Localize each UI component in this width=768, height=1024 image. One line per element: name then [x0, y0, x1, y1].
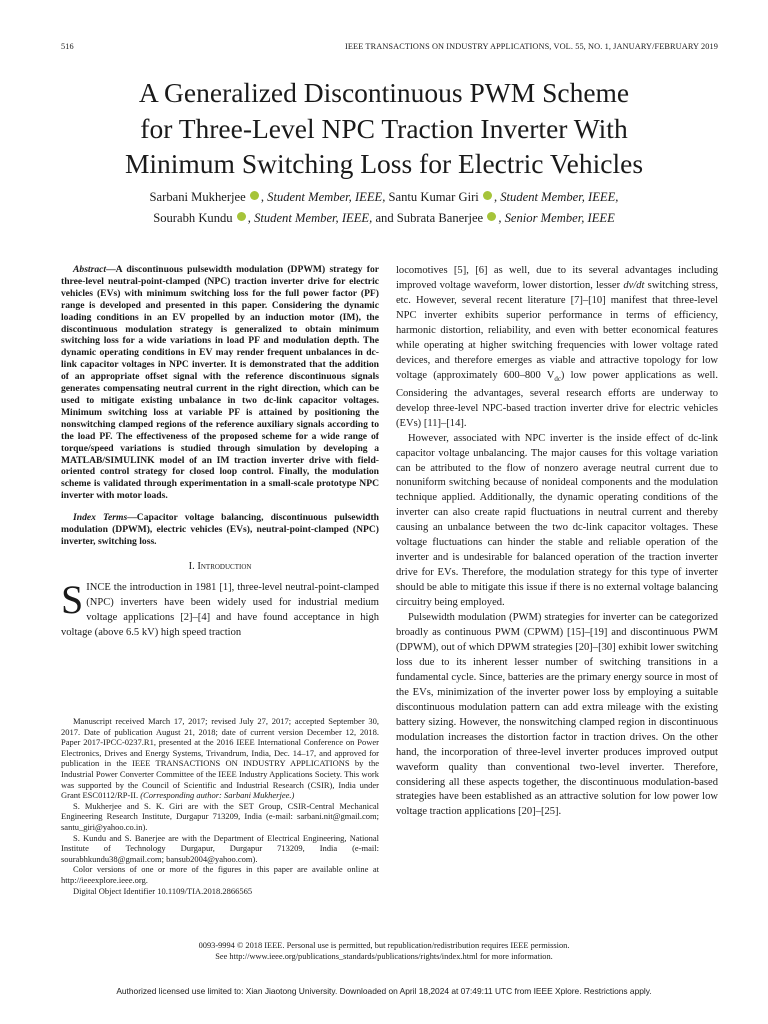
body-paragraph: However, associated with NPC inverter is the inside effect of dc-link capacitor voltage unbalancing. The major causes for this voltage variation can be attributed to the flow of nonzero average neutral current due to nonuniform switching because of nonideal components and the modulation technique applied. Additionally, the dynamic operating conditions of the inverter can also create rapid fluctuations in neutral current and thereby causing an unbalance between the two dc-link capacitor voltages. These voltage fluctuations can hinder the stable and reliable operation of the inverter and is undesirable for balanced operation of the traction inverter drive for EVs. Therefore, the modulation strategy for this type of inverter should be able to mitigate this issue if there is no external voltage balancing circuitry being employed.	[396, 432, 718, 609]
drop-cap: S	[61, 576, 84, 622]
index-terms-label: Index Terms	[73, 512, 128, 524]
footnote: S. Kundu and S. Banerjee are with the Department of Electrical Engineering, National Institute of Technology Durgapur, Durgapur 713209, India (e-mail: sourabhkundu38@gmail.com; bansub2004@yahoo.com).	[61, 832, 379, 864]
title-line: for Three-Level NPC Traction Inverter With	[140, 112, 628, 144]
author-membership: Senior Member, IEEE	[504, 210, 615, 225]
orcid-icon[interactable]	[487, 212, 496, 221]
paragraph-text: locomotives [5], [6] as well, due to its several advantages including improved voltage waveform, lower distortion, lesser	[396, 265, 718, 291]
author-name: Sarbani Mukherjee	[149, 190, 246, 204]
body-paragraph	[396, 264, 718, 432]
section-number: I.	[188, 560, 195, 572]
body-paragraph: Pulsewidth modulation (PWM) strategies for inverter can be categorized broadly as continuous PWM (CPWM) [15]–[19] and discontinuous PWM (DPWM), out of which DPWM strategies [20]–[30] exhibit lower switching loss due to its inherent lesser number of switching transitions in a fundamental cycle. Since, batteries are the primary energy source in most of the EVs, minimization of the inverter power loss by employing a suitable discontinuous modulation pattern can add extra mileage with the existing battery sizing. However, the nonswitching clamped region in discontinuous modulation increases the distortion factor in traction drives. On the other hand, the incorporation of three-level inverter produces improved output waveform quality than conventional two-level inverter. Therefore, considering all these aspects together, the discontinuous modulation-based strategies have been established as an attractive solution for low power low voltage traction applications [20]–[25].	[396, 612, 718, 818]
author-membership: Student Member, IEEE,	[254, 210, 373, 225]
title-line: A Generalized Discontinuous PWM Scheme	[138, 77, 630, 108]
rights-link[interactable]: See http://www.ieee.org/publications_standards/publications/rights/index.html for more information.	[215, 952, 553, 961]
copyright-notice	[0, 940, 768, 962]
math-dvdt: dv/dt	[623, 279, 645, 291]
section-title: Introduction	[197, 560, 252, 572]
index-terms-text: Capacitor voltage balancing, discontinuous pulsewidth modulation (DPWM), electric vehicles (EVs), neutral-point-clamped (NPC) inverter, switching loss.	[61, 512, 379, 547]
footnote	[61, 716, 379, 801]
abstract-label: Abstract	[73, 264, 107, 275]
copyright-line: 0093-9994 © 2018 IEEE. Personal use is permitted, but republication/redistribution requires IEEE permission.	[198, 941, 570, 950]
section-heading	[61, 560, 379, 575]
author-name: Sourabh Kundu	[153, 210, 233, 225]
author-name: Santu Kumar Giri	[388, 190, 479, 204]
orcid-icon[interactable]	[483, 191, 492, 200]
corresponding-author: (Corresponding author: Sarbani Mukherjee.)	[140, 790, 295, 801]
license-notice: Authorized licensed use limited to: Xian Jiaotong University. Downloaded on April 18,2024 at 07:49:11 UTC from IEEE Xplore. Restrictions apply.	[116, 986, 652, 996]
title-line: Minimum Switching Loss for Electric Vehicles	[124, 148, 644, 179]
left-column	[61, 264, 379, 641]
page-number: 516	[61, 42, 74, 51]
subscript-dc: dc	[554, 374, 561, 383]
index-terms: Index Terms—Capacitor voltage balancing, discontinuous pulsewidth modulation (DPWM), electric vehicles (EVs), neutral-point-clamped (NPC) inverter, switching loss.	[61, 512, 379, 547]
abstract-text: A discontinuous pulsewidth modulation (DPWM) strategy for three-level neutral-point-clamped (NPC) traction inverter drive for electric vehicles (EVs) with minimum switching loss for the full power factor (PF) range is developed and presented in this paper. Considering the dynamic loading conditions in an EV propelled by an induction motor (IM), the discontinuous modulation strategy is generalized to obtain minimum switching loss for a wide variations in load PF and modulation depth. The dynamic operating conditions in EV may render frequent unbalances in dc-link capacitor voltages in NPC inverter. It is demonstrated that the addition of an appropriate offset signal with the reference discontinuous signals generates compensating neutral current in the right direction, which can be used to mitigate existing unbalance in two dc-link capacitor voltages. Minimum switching loss at variable PF is attained by positioning the nonswitching clamped regions of the reference auxiliary signals according to the load PF. The effectiveness of the proposed scheme for a wide range of torque/speed variations is studied through simulation by developing a MATLAB/SIMULINK model of an IM traction inverter drive with field-oriented control strategy for closed loop control. Finally, the modulation scheme is validated through experimentation in a small-scale prototype NPC inverter with motor loads.	[61, 264, 379, 502]
author-list: Sarbani Mukherjee , Student Member, IEEE, Santu Kumar Giri , Student Member, IEEE, Sourabh Kundu , Student Member, IEEE, and Subrata Banerjee , Senior Member, IEEE	[149, 190, 619, 225]
orcid-icon[interactable]	[250, 191, 259, 200]
footnote-doi: Digital Object Identifier 10.1109/TIA.2018.2866565	[73, 885, 253, 896]
orcid-icon[interactable]	[237, 212, 246, 221]
intro-paragraph	[61, 576, 379, 641]
footnotes	[61, 716, 379, 896]
footnote: S. Mukherjee and S. K. Giri are with the SET Group, CSIR-Central Mechanical Engineering Research Institute, Durgapur 713209, India (e-mail: sarbani.nit@gmail.com; santu_giri@yahoo.co.in).	[61, 800, 379, 832]
paper-title	[0, 75, 768, 182]
intro-text: INCE the introduction in 1981 [1], three-level neutral-point-clamped (NPC) inverters have been widely used for industrial medium voltage applications [2]–[4] and have found acceptance in high voltage (above 6.5 kV) high speed traction	[61, 581, 379, 638]
authors-and: and	[375, 210, 394, 225]
paragraph-text: ) low power applications as well. Considering the advantages, several research efforts are underway to develop three-level NPC-based traction inverter drive for electric vehicles (EVs) [11]–[14].	[396, 369, 718, 429]
author-membership: Student Member, IEEE,	[500, 190, 619, 204]
right-column	[396, 264, 718, 820]
author-membership: Student Member, IEEE,	[267, 190, 386, 204]
footnote-text: Manuscript received March 17, 2017; revised July 27, 2017; accepted September 30, 2017. Date of publication August 21, 2018; date of current version December 12, 2018. Paper 2017-IPCC-0237.R1, presented at the 2016 IEEE International Conference on Power Electronics, Drives and Energy Systems, Trivandrum, India, Dec. 14–17, and approved for publication in the IEEE TRANSACTIONS ON INDUSTRY APPLICATIONS by the Industrial Power Converter Committee of the IEEE Industry Applications Society. This work was supported by the Council of Scientific and Industrial Research (CSIR), India under Grant ESC0112/RP-II.	[61, 716, 379, 801]
paragraph-text: switching stress, etc. However, several recent literature [7]–[10] manifest that three-level NPC inverter exhibits superior performance in terms of efficiency, harmonic distortion, reliability, and even with better economical features while operating at higher switching frequencies with lower voltage rated devices, and therefore emerges as viable and attractive topology for low voltage (approximately 600–800 V	[396, 279, 718, 381]
abstract: Abstract—A discontinuous pulsewidth modulation (DPWM) strategy for three-level neutral-point-clamped (NPC) traction inverter drive for electric vehicles (EVs) with minimum switching loss for the full power factor (PF) range is developed and presented in this paper. Considering the dynamic loading conditions in an EV propelled by an induction motor (IM), the discontinuous modulation strategy is generalized to obtain minimum switching loss for a wide variations in load PF and modulation depth. The dynamic operating conditions in EV may render frequent unbalances in dc-link capacitor voltages in NPC inverter. It is demonstrated that the addition of an appropriate offset signal with the reference discontinuous signals generates compensating neutral current in the right direction, which can be used to mitigate existing unbalance in two dc-link capacitor voltages. Minimum switching loss at variable PF is attained by positioning the nonswitching clamped regions of the reference auxiliary signals according to the load PF. The effectiveness of the proposed scheme for a wide range of torque/speed variations is studied through simulation by developing a MATLAB/SIMULINK model of an IM traction inverter drive with field-oriented control strategy for closed loop control. Finally, the modulation scheme is validated through experimentation in a small-scale prototype NPC inverter with motor loads.	[61, 264, 379, 502]
footnote: Color versions of one or more of the figures in this paper are available online at http://ieeexplore.ieee.org.	[61, 864, 379, 885]
author-name: Subrata Banerjee	[396, 210, 484, 225]
journal-header: IEEE TRANSACTIONS ON INDUSTRY APPLICATIONS, VOL. 55, NO. 1, JANUARY/FEBRUARY 2019	[345, 42, 718, 51]
